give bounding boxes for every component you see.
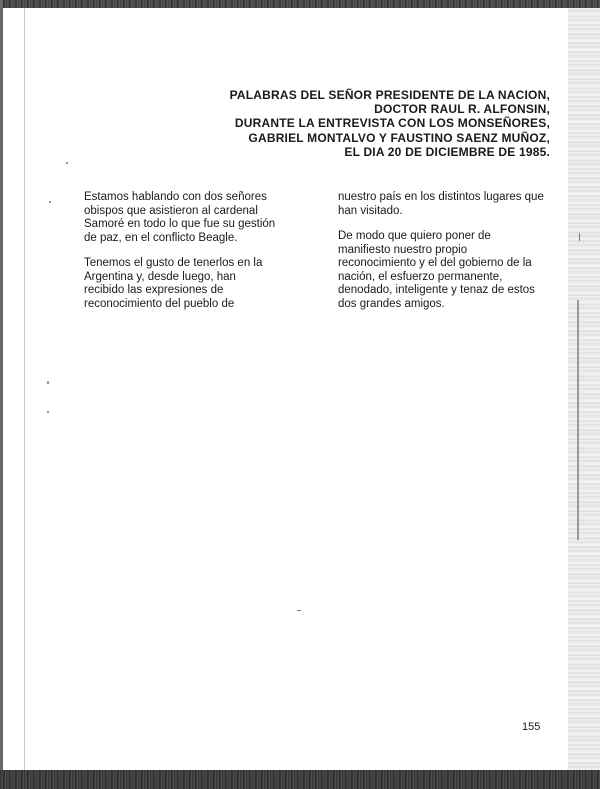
paragraph: Tenemos el gusto de tenerlos en la Argentina y, desde luego, han recibido las expresiones de reconocimiento del pueblo de bbox=[84, 257, 263, 310]
scan-speck bbox=[47, 381, 49, 384]
scan-border-right bbox=[568, 8, 600, 770]
scan-border-top bbox=[0, 0, 600, 8]
scan-border-bottom bbox=[0, 770, 600, 789]
scan-speck bbox=[297, 610, 301, 611]
title-line: GABRIEL MONTALVO Y FAUSTINO SAENZ MUÑOZ, bbox=[248, 130, 550, 145]
paragraph: Estamos hablando con dos señores obispos que asistieron al cardenal Samoré en todo lo que fue su gestión de paz, en el conflicto Beagle. bbox=[84, 191, 276, 244]
scan-speck bbox=[579, 233, 580, 241]
page-edge-left bbox=[24, 8, 25, 770]
body-column-right bbox=[338, 191, 548, 323]
document-title bbox=[190, 88, 550, 159]
body-column-left bbox=[84, 191, 289, 323]
paragraph: De modo que quiero poner de manifiesto nuestro propio reconocimiento y el del gobierno de la nación, el esfuerzo permanente, denodado, inteligente y tenaz de estos dos grandes amigos. bbox=[338, 230, 535, 310]
paragraph: nuestro país en los distintos lugares que han visitado. bbox=[338, 191, 544, 217]
title-line: DURANTE LA ENTREVISTA CON LOS MONSEÑORES, bbox=[234, 116, 550, 131]
scan-speck bbox=[49, 201, 51, 203]
title-line: DOCTOR RAUL R. ALFONSIN, bbox=[374, 102, 550, 117]
scan-artifact-line bbox=[577, 300, 579, 540]
scan-speck bbox=[66, 162, 68, 164]
title-line: PALABRAS DEL SEÑOR PRESIDENTE DE LA NACION, bbox=[229, 88, 550, 102]
page-number: 155 bbox=[522, 721, 541, 733]
scan-speck bbox=[47, 411, 49, 413]
title-line: EL DIA 20 DE DICIEMBRE DE 1985. bbox=[344, 144, 550, 159]
scan-border-left bbox=[0, 0, 3, 789]
